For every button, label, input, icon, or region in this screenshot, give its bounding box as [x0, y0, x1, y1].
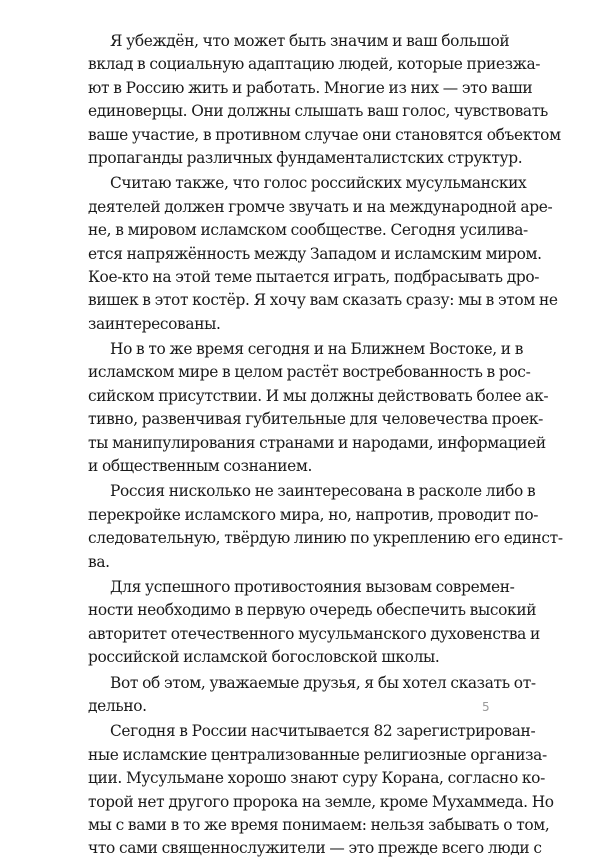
text-line: ва. [88, 552, 110, 571]
text-line: вишек в этот костёр. Я хочу вам сказать сразу: мы в этом не [88, 291, 558, 310]
text-line: сийском присутствии. И мы должны действовать более ак- [88, 386, 549, 405]
text-line: не, в мировом исламском сообществе. Сегодня усилива- [88, 221, 528, 240]
text-line: Я убеждён, что может быть значим и ваш большой [110, 32, 510, 50]
text-line: российской исламской богословской школы. [88, 648, 440, 667]
body-text [88, 30, 563, 861]
text-line: авторитет отечественного мусульманского духовенства и [88, 624, 540, 643]
text-line: Кое-кто на этой теме пытается играть, подбрасывать дро- [88, 267, 540, 286]
paragraph [88, 338, 549, 478]
text-line: единоверцы. Они должны слышать ваш голос, чувствовать [88, 102, 548, 121]
text-line: ные исламские централизованные религиозные организа- [88, 745, 547, 764]
paragraph [88, 672, 536, 719]
text-line: мы с вами в то же время понимаем: нельзя забывать о том, [88, 815, 550, 834]
text-line: Для успешного противостояния вызовам современ- [110, 577, 515, 596]
text-line: Россия нисколько не заинтересована в расколе либо в [110, 482, 536, 501]
text-line: тивно, развенчивая губительные для человечества проек- [88, 410, 544, 429]
text-line: следовательную, твёрдую линию по укреплению его единст- [88, 529, 563, 548]
text-line: вклад в социальную адаптацию людей, которые приезжа- [88, 55, 541, 74]
paragraph [88, 30, 561, 170]
paragraph [88, 172, 558, 336]
page-number: 5 [482, 700, 490, 714]
text-line: Вот об этом, уважаемые друзья, я бы хотел сказать от- [110, 673, 536, 692]
text-line: и общественным сознанием. [88, 457, 313, 476]
paragraph [88, 720, 554, 860]
text-line: исламском мире в целом растёт востребованность в рос- [88, 363, 531, 382]
text-line: ваше участие, в противном случае они становятся объектом [88, 125, 561, 144]
text-line: заинтересованы. [88, 314, 221, 333]
text-line: ют в Россию жить и работать. Многие из них — это ваши [88, 78, 533, 97]
text-line: пропаганды различных фундаменталистских структур. [88, 148, 523, 167]
text-line: ты манипулирования странами и народами, информацией [88, 433, 546, 452]
text-line: ции. Мусульмане хорошо знают суру Корана, согласно ко- [88, 769, 545, 788]
text-line: Но в то же время сегодня и на Ближнем Востоке, и в [110, 340, 524, 359]
text-line: что сами священнослужители — это прежде всего люди с [88, 839, 542, 858]
text-line: ется напряжённость между Западом и исламским миром. [88, 244, 542, 263]
paragraph [88, 480, 563, 574]
text-line: деятелей должен громче звучать и на международной аре- [88, 197, 553, 216]
text-line: перекройке исламского мира, но, напротив, проводит по- [88, 505, 539, 524]
paragraph [88, 576, 540, 670]
text-line: ности необходимо в первую очередь обеспечить высокий [88, 601, 537, 620]
text-line: дельно. [88, 696, 147, 715]
text-line: торой нет другого пророка на земле, кроме Мухаммеда. Но [88, 792, 554, 811]
text-line: Сегодня в России насчитывается 82 зарегистрирован- [110, 722, 536, 741]
text-line: Считаю также, что голос российских мусульманских [110, 174, 527, 193]
